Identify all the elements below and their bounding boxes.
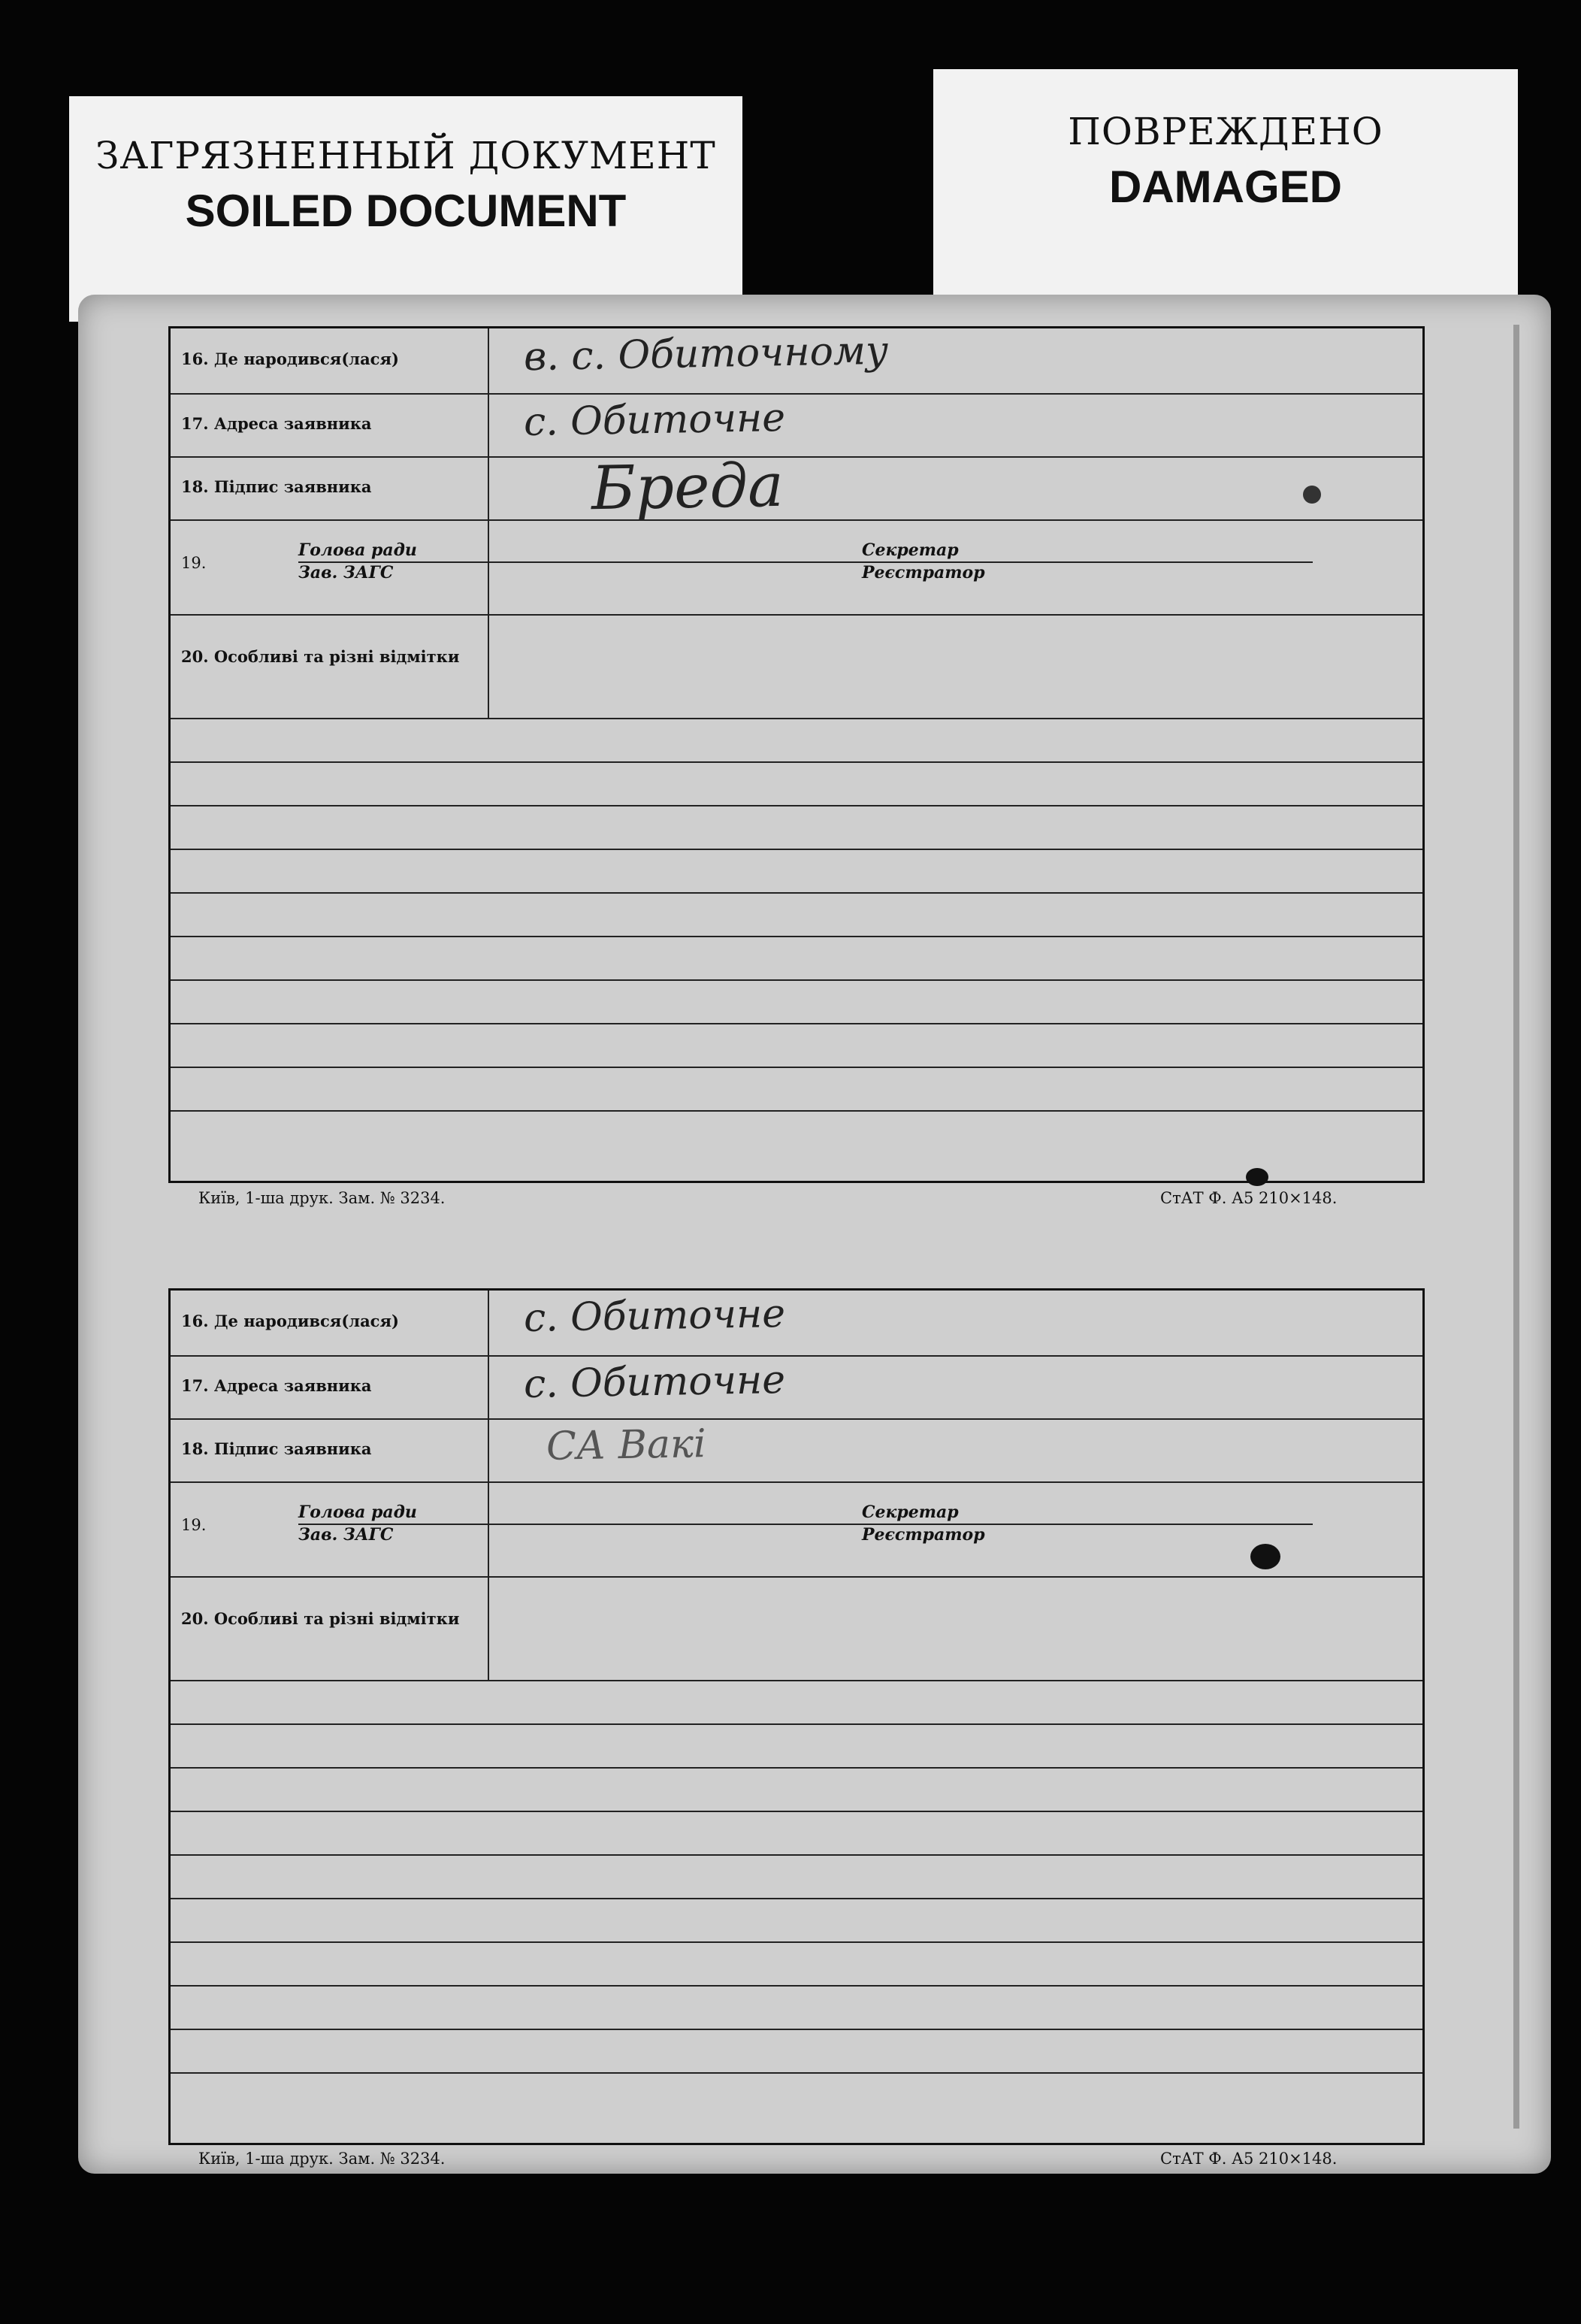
damaged-label-en: DAMAGED xyxy=(1109,162,1342,212)
soiled-document-label xyxy=(69,96,742,322)
footer-left: Київ, 1-ша друк. Зам. № 3234. xyxy=(198,1189,446,1207)
notes-line xyxy=(171,1985,1422,1987)
notes-line xyxy=(171,1067,1422,1068)
notes-line xyxy=(171,1811,1422,1812)
signature-value: Бреда xyxy=(591,449,784,524)
footer-left: Київ, 1-ша друк. Зам. № 3234. xyxy=(198,2150,446,2168)
notes-line xyxy=(171,979,1422,981)
registrar-signature-line xyxy=(862,1524,1313,1525)
row-birthplace xyxy=(171,328,1422,395)
notes-line xyxy=(171,936,1422,937)
footer-right: СтАТ Ф. А5 210×148. xyxy=(1160,2150,1338,2168)
row19-number: 19. xyxy=(181,1516,207,1534)
row-birthplace xyxy=(171,1291,1422,1357)
secretary-label: Секретар xyxy=(862,1502,959,1522)
form-top xyxy=(168,326,1425,1183)
birthplace-value: с. Обиточне xyxy=(523,1291,786,1342)
notes-line xyxy=(171,849,1422,850)
notes-line xyxy=(171,1723,1422,1725)
row-signature xyxy=(171,449,1422,524)
notes-line xyxy=(171,1767,1422,1769)
ink-blot xyxy=(1303,486,1321,504)
registrar-label: Реєстратор xyxy=(862,563,985,583)
birthplace-label: 16. Де народився(лася) xyxy=(181,350,399,368)
registrar-label: Реєстратор xyxy=(862,1525,985,1545)
document-page xyxy=(78,295,1551,2174)
soiled-label-ru: ЗАГРЯЗНЕННЫЙ ДОКУМЕНТ xyxy=(95,134,716,177)
form-bottom xyxy=(168,1288,1425,2145)
secretary-label: Секретар xyxy=(862,540,959,560)
head-zags-label: Зав. ЗАГС xyxy=(298,1525,394,1545)
notes-line xyxy=(171,1898,1422,1899)
notes-line xyxy=(171,1941,1422,1943)
notes-line xyxy=(171,718,1422,719)
notes-line xyxy=(171,761,1422,763)
head-zags-label: Зав. ЗАГС xyxy=(298,563,394,583)
signature-value: СА Вакі xyxy=(546,1421,707,1469)
notes-line xyxy=(171,805,1422,806)
notes-line xyxy=(171,1854,1422,1856)
notes-line xyxy=(171,2072,1422,2074)
notes-label: 20. Особливі та різні відмітки xyxy=(181,1609,460,1628)
ink-blot xyxy=(1250,1544,1280,1569)
notes-label: 20. Особливі та різні відмітки xyxy=(181,647,460,666)
notes-line xyxy=(171,1680,1422,1681)
address-label: 17. Адреса заявника xyxy=(181,1376,372,1395)
row-officials xyxy=(171,1481,1422,1578)
notes-line xyxy=(171,1023,1422,1024)
signature-label: 18. Підпис заявника xyxy=(181,1439,372,1458)
notes-line xyxy=(171,1110,1422,1112)
address-label: 17. Адреса заявника xyxy=(181,414,372,433)
notes-line xyxy=(171,892,1422,894)
row-address xyxy=(171,1355,1422,1420)
page-edge xyxy=(1513,325,1519,2129)
row-signature xyxy=(171,1418,1422,1483)
address-value: с. Обиточне xyxy=(523,1357,786,1408)
birthplace-value: в. с. Обиточному xyxy=(523,328,889,380)
row-address xyxy=(171,393,1422,458)
row19-number: 19. xyxy=(181,554,207,572)
ink-blot xyxy=(1246,1168,1268,1186)
head-council-label: Голова ради xyxy=(298,1502,417,1522)
birthplace-label: 16. Де народився(лася) xyxy=(181,1312,399,1330)
row-notes xyxy=(171,614,1422,719)
signature-label: 18. Підпис заявника xyxy=(181,477,372,496)
row-officials xyxy=(171,519,1422,616)
registrar-signature-line xyxy=(862,561,1313,563)
row-notes xyxy=(171,1576,1422,1681)
address-value: с. Обиточне xyxy=(523,395,786,446)
notes-line xyxy=(171,2029,1422,2030)
damaged-document-label xyxy=(933,69,1518,317)
soiled-label-en: SOILED DOCUMENT xyxy=(185,186,627,236)
footer-right: СтАТ Ф. А5 210×148. xyxy=(1160,1189,1338,1207)
damaged-label-ru: ПОВРЕЖДЕНО xyxy=(1068,110,1383,153)
head-council-label: Голова ради xyxy=(298,540,417,560)
